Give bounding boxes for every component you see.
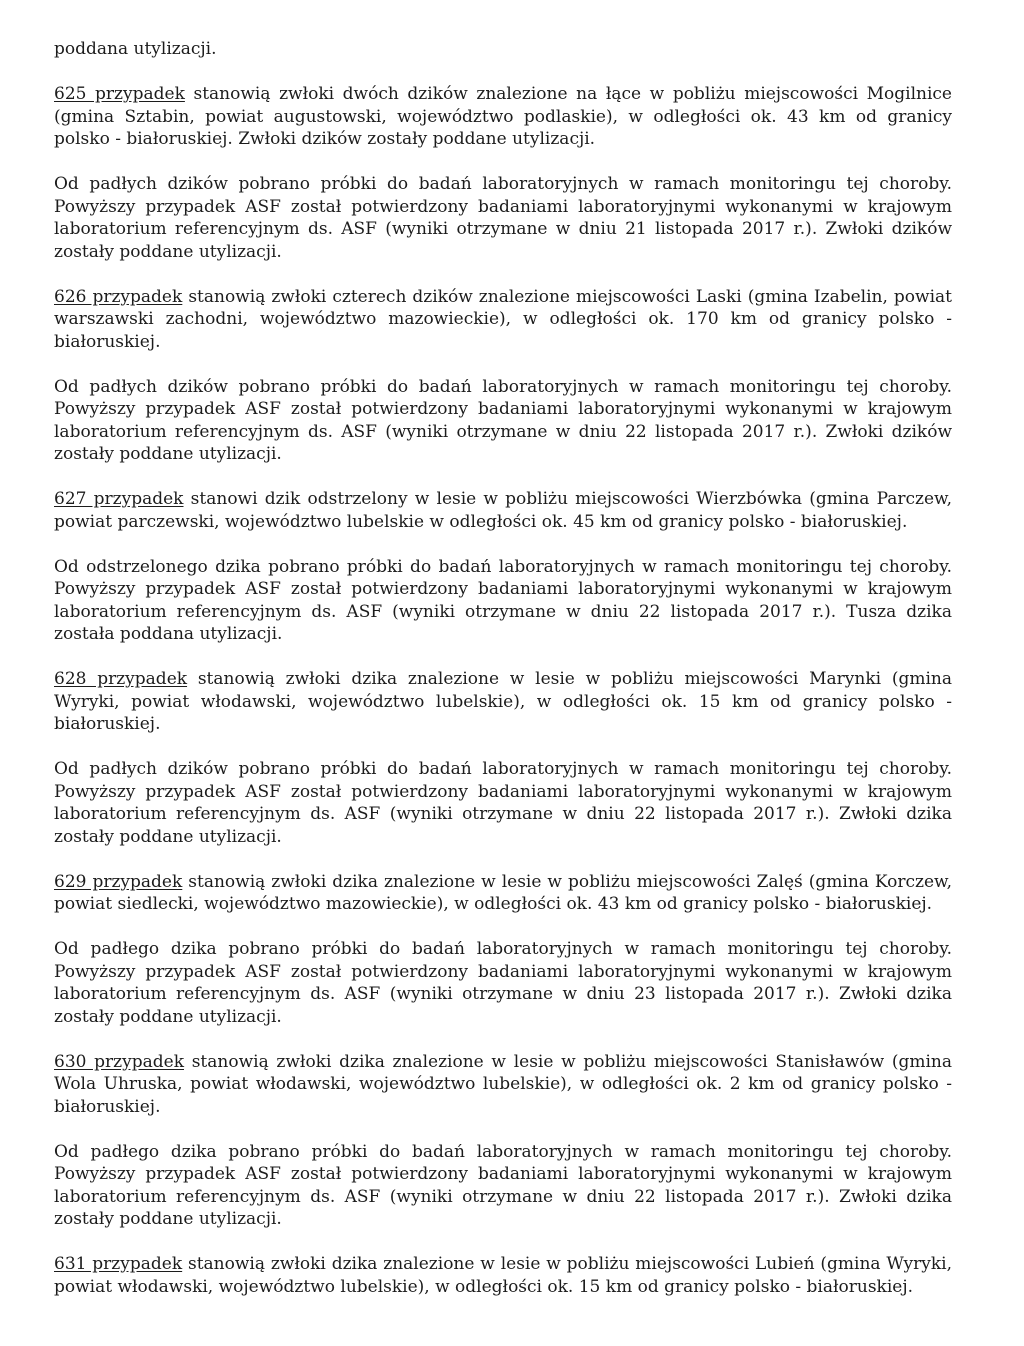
case-detail-paragraph: Od padłych dzików pobrano próbki do badań laboratoryjnych w ramach monitoringu tej choroby. Powyższy przypadek ASF został potwierdzony badaniami laboratoryjnymi wykonanymi w krajowym laboratorium referencyjnym ds. ASF (wyniki otrzymane w dniu 21 listopada 2017 r.). Zwłoki dzików zostały poddane utylizacji.	[54, 174, 952, 262]
case-detail-paragraph: Od odstrzelonego dzika pobrano próbki do badań laboratoryjnych w ramach monitoringu tej choroby. Powyższy przypadek ASF został potwierdzony badaniami laboratoryjnymi wykonanymi w krajowym laboratorium referencyjnym ds. ASF (wyniki otrzymane w dniu 22 listopada 2017 r.). Tusza dzika została poddana utylizacji.	[54, 556, 952, 644]
case-description: stanowi dzik odstrzelony w lesie w pobliżu miejscowości Wierzbówka (gmina Parczew, powiat parczewski, województwo lubelskie w odległości ok. 45 km od granicy polsko - białoruskiej.	[54, 489, 952, 532]
case-link[interactable]: 631 przypadek	[54, 1254, 183, 1274]
case-description: stanowią zwłoki dzika znalezione w lesie w pobliżu miejscowości Stanisławów (gmina Wola Uhruska, powiat włodawski, województwo lubelskie), w odległości ok. 2 km od granicy polsko - białoruskiej.	[54, 1051, 953, 1117]
case-description: stanowią zwłoki dzika znalezione w lesie w pobliżu miejscowości Lubień (gmina Wyryki, powiat włodawski, województwo lubelskie), w odległości ok. 15 km od granicy polsko - białoruskiej.	[54, 1254, 952, 1297]
case-link[interactable]: 628 przypadek	[54, 669, 188, 689]
case-detail-paragraph: Od padłego dzika pobrano próbki do badań laboratoryjnych w ramach monitoringu tej choroby. Powyższy przypadek ASF został potwierdzony badaniami laboratoryjnymi wykonanymi w krajowym laboratorium referencyjnym ds. ASF (wyniki otrzymane w dniu 22 listopada 2017 r.). Zwłoki dzika zostały poddane utylizacji.	[54, 1141, 952, 1229]
case-description: stanowią zwłoki dwóch dzików znalezione na łące w pobliżu miejscowości Mogilnice (gmina Sztabin, powiat augustowski, województwo podlaskie), w odległości ok. 43 km od granicy polsko - białoruskiej. Zwłoki dzików zostały poddane utylizacji.	[54, 84, 952, 149]
case-description: stanowią zwłoki czterech dzików znalezione miejscowości Laski (gmina Izabelin, powiat warszawski zachodni, województwo mazowieckie), w odległości ok. 170 km od granicy polsko - białoruskiej.	[54, 286, 952, 352]
case-paragraph	[54, 668, 952, 736]
case-paragraph	[54, 286, 952, 354]
case-detail-paragraph: Od padłych dzików pobrano próbki do badań laboratoryjnych w ramach monitoringu tej choroby. Powyższy przypadek ASF został potwierdzony badaniami laboratoryjnymi wykonanymi w krajowym laboratorium referencyjnym ds. ASF (wyniki otrzymane w dniu 22 listopada 2017 r.). Zwłoki dzika zostały poddane utylizacji.	[54, 759, 952, 847]
case-paragraph	[54, 1253, 952, 1298]
case-link[interactable]: 627 przypadek	[54, 489, 184, 509]
case-description: stanowią zwłoki dzika znalezione w lesie w pobliżu miejscowości Marynki (gmina Wyryki, powiat włodawski, województwo lubelskie), w odległości ok. 15 km od granicy polsko - białoruskiej.	[54, 669, 953, 734]
case-paragraph	[54, 1051, 952, 1119]
case-link[interactable]: 626 przypadek	[54, 286, 183, 307]
case-paragraph	[54, 83, 952, 151]
case-link[interactable]: 625 przypadek	[54, 84, 185, 104]
case-link[interactable]: 630 przypadek	[54, 1051, 184, 1072]
case-paragraph	[54, 488, 952, 533]
case-link[interactable]: 629 przypadek	[54, 871, 183, 892]
lead-paragraph: poddana utylizacji.	[54, 39, 217, 59]
case-detail-paragraph: Od padłego dzika pobrano próbki do badań laboratoryjnych w ramach monitoringu tej choroby. Powyższy przypadek ASF został potwierdzony badaniami laboratoryjnymi wykonanymi w krajowym laboratorium referencyjnym ds. ASF (wyniki otrzymane w dniu 23 listopada 2017 r.). Zwłoki dzika zostały poddane utylizacji.	[54, 939, 952, 1027]
case-paragraph	[54, 871, 952, 916]
case-description: stanowią zwłoki dzika znalezione w lesie w pobliżu miejscowości Zalęś (gmina Korczew, powiat siedlecki, województwo mazowieckie), w odległości ok. 43 km od granicy polsko - białoruskiej.	[54, 871, 952, 914]
case-detail-paragraph: Od padłych dzików pobrano próbki do badań laboratoryjnych w ramach monitoringu tej choroby. Powyższy przypadek ASF został potwierdzony badaniami laboratoryjnymi wykonanymi w krajowym laboratorium referencyjnym ds. ASF (wyniki otrzymane w dniu 22 listopada 2017 r.). Zwłoki dzików zostały poddane utylizacji.	[54, 376, 952, 464]
